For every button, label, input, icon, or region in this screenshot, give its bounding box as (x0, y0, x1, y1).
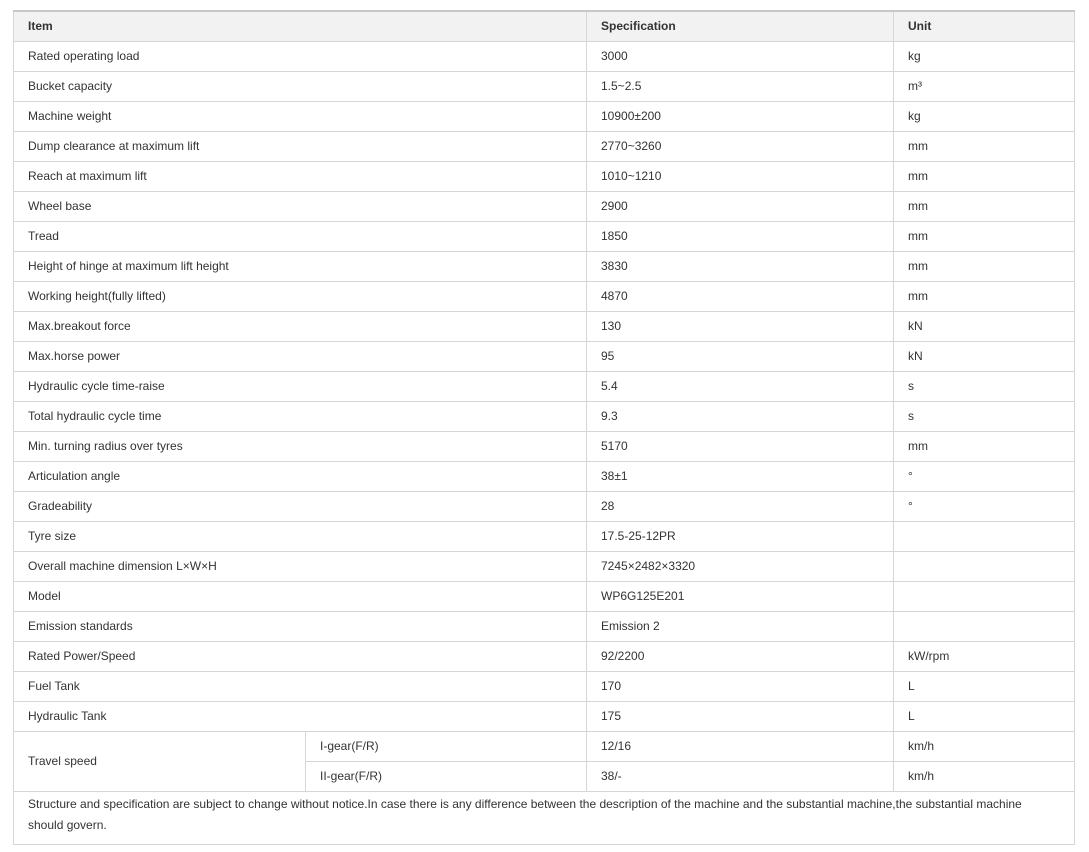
spec-cell: 3830 (587, 252, 894, 282)
unit-cell: mm (894, 192, 1075, 222)
item-cell: Rated Power/Speed (14, 642, 587, 672)
item-cell: Gradeability (14, 492, 587, 522)
table-row (14, 582, 1075, 612)
unit-cell: mm (894, 432, 1075, 462)
spec-cell: 175 (587, 702, 894, 732)
item-cell: Hydraulic Tank (14, 702, 587, 732)
unit-cell (894, 552, 1075, 582)
unit-cell: mm (894, 222, 1075, 252)
spec-cell: 9.3 (587, 402, 894, 432)
unit-cell: mm (894, 252, 1075, 282)
spec-cell: 170 (587, 672, 894, 702)
spec-cell: 38/- (587, 762, 894, 792)
unit-cell: ° (894, 462, 1075, 492)
unit-cell: L (894, 672, 1075, 702)
item-cell: Fuel Tank (14, 672, 587, 702)
item-cell: Model (14, 582, 587, 612)
unit-cell: kg (894, 42, 1075, 72)
table-row (14, 222, 1075, 252)
unit-cell: kW/rpm (894, 642, 1075, 672)
table-row (14, 432, 1075, 462)
table-row (14, 702, 1075, 732)
table-row (14, 132, 1075, 162)
disclaimer-note: Structure and specification are subject to change without notice.In case there is any difference between the description of the machine and the substantial machine,the substantial machine should govern. (14, 792, 1075, 845)
item-cell: Rated operating load (14, 42, 587, 72)
unit-cell: mm (894, 282, 1075, 312)
unit-cell: mm (894, 162, 1075, 192)
table-row (14, 42, 1075, 72)
spec-cell: 5170 (587, 432, 894, 462)
spec-cell: 1.5~2.5 (587, 72, 894, 102)
unit-cell: m³ (894, 72, 1075, 102)
travel-speed-label: Travel speed (14, 732, 306, 792)
unit-cell: kN (894, 312, 1075, 342)
item-cell: Emission standards (14, 612, 587, 642)
table-row (14, 192, 1075, 222)
item-cell: Articulation angle (14, 462, 587, 492)
table-row (14, 282, 1075, 312)
unit-cell (894, 582, 1075, 612)
spec-cell: 4870 (587, 282, 894, 312)
unit-cell: L (894, 702, 1075, 732)
spec-table (13, 10, 1075, 845)
spec-cell: 2900 (587, 192, 894, 222)
spec-cell: 7245×2482×3320 (587, 552, 894, 582)
spec-cell: 10900±200 (587, 102, 894, 132)
item-cell: Tyre size (14, 522, 587, 552)
item-cell: Reach at maximum lift (14, 162, 587, 192)
table-row (14, 642, 1075, 672)
table-header-row (14, 11, 1075, 42)
unit-cell: ° (894, 492, 1075, 522)
spec-cell: 2770~3260 (587, 132, 894, 162)
table-row (14, 252, 1075, 282)
unit-cell: s (894, 402, 1075, 432)
spec-cell: 5.4 (587, 372, 894, 402)
table-row (14, 492, 1075, 522)
spec-table-container (13, 10, 1074, 845)
table-row (14, 162, 1075, 192)
unit-cell: kN (894, 342, 1075, 372)
spec-cell: 92/2200 (587, 642, 894, 672)
spec-cell: 28 (587, 492, 894, 522)
spec-cell: WP6G125E201 (587, 582, 894, 612)
table-row (14, 102, 1075, 132)
item-cell: Working height(fully lifted) (14, 282, 587, 312)
item-cell: Hydraulic cycle time-raise (14, 372, 587, 402)
item-cell: Total hydraulic cycle time (14, 402, 587, 432)
spec-cell: 1850 (587, 222, 894, 252)
item-cell: Max.horse power (14, 342, 587, 372)
item-cell: Overall machine dimension L×W×H (14, 552, 587, 582)
spec-cell: 17.5-25-12PR (587, 522, 894, 552)
unit-cell: mm (894, 132, 1075, 162)
item-cell: Dump clearance at maximum lift (14, 132, 587, 162)
spec-cell: 95 (587, 342, 894, 372)
table-row (14, 402, 1075, 432)
item-cell: Wheel base (14, 192, 587, 222)
spec-cell: 3000 (587, 42, 894, 72)
header-specification: Specification (587, 11, 894, 42)
spec-cell: 12/16 (587, 732, 894, 762)
spec-cell: Emission 2 (587, 612, 894, 642)
table-row (14, 522, 1075, 552)
table-row (14, 72, 1075, 102)
table-row (14, 342, 1075, 372)
table-row (14, 612, 1075, 642)
spec-cell: 38±1 (587, 462, 894, 492)
gear-cell: I-gear(F/R) (306, 732, 587, 762)
item-cell: Max.breakout force (14, 312, 587, 342)
item-cell: Height of hinge at maximum lift height (14, 252, 587, 282)
spec-cell: 130 (587, 312, 894, 342)
spec-cell: 1010~1210 (587, 162, 894, 192)
table-row-note (14, 792, 1075, 845)
item-cell: Tread (14, 222, 587, 252)
table-row (14, 552, 1075, 582)
item-cell: Min. turning radius over tyres (14, 432, 587, 462)
header-item: Item (14, 11, 587, 42)
unit-cell: s (894, 372, 1075, 402)
item-cell: Bucket capacity (14, 72, 587, 102)
table-row (14, 462, 1075, 492)
table-row (14, 672, 1075, 702)
table-row (14, 312, 1075, 342)
unit-cell (894, 612, 1075, 642)
unit-cell: km/h (894, 762, 1075, 792)
header-unit: Unit (894, 11, 1075, 42)
unit-cell: kg (894, 102, 1075, 132)
unit-cell: km/h (894, 732, 1075, 762)
table-row (14, 372, 1075, 402)
item-cell: Machine weight (14, 102, 587, 132)
table-row-travel-speed-1 (14, 732, 1075, 762)
gear-cell: II-gear(F/R) (306, 762, 587, 792)
unit-cell (894, 522, 1075, 552)
table-body (14, 42, 1075, 845)
